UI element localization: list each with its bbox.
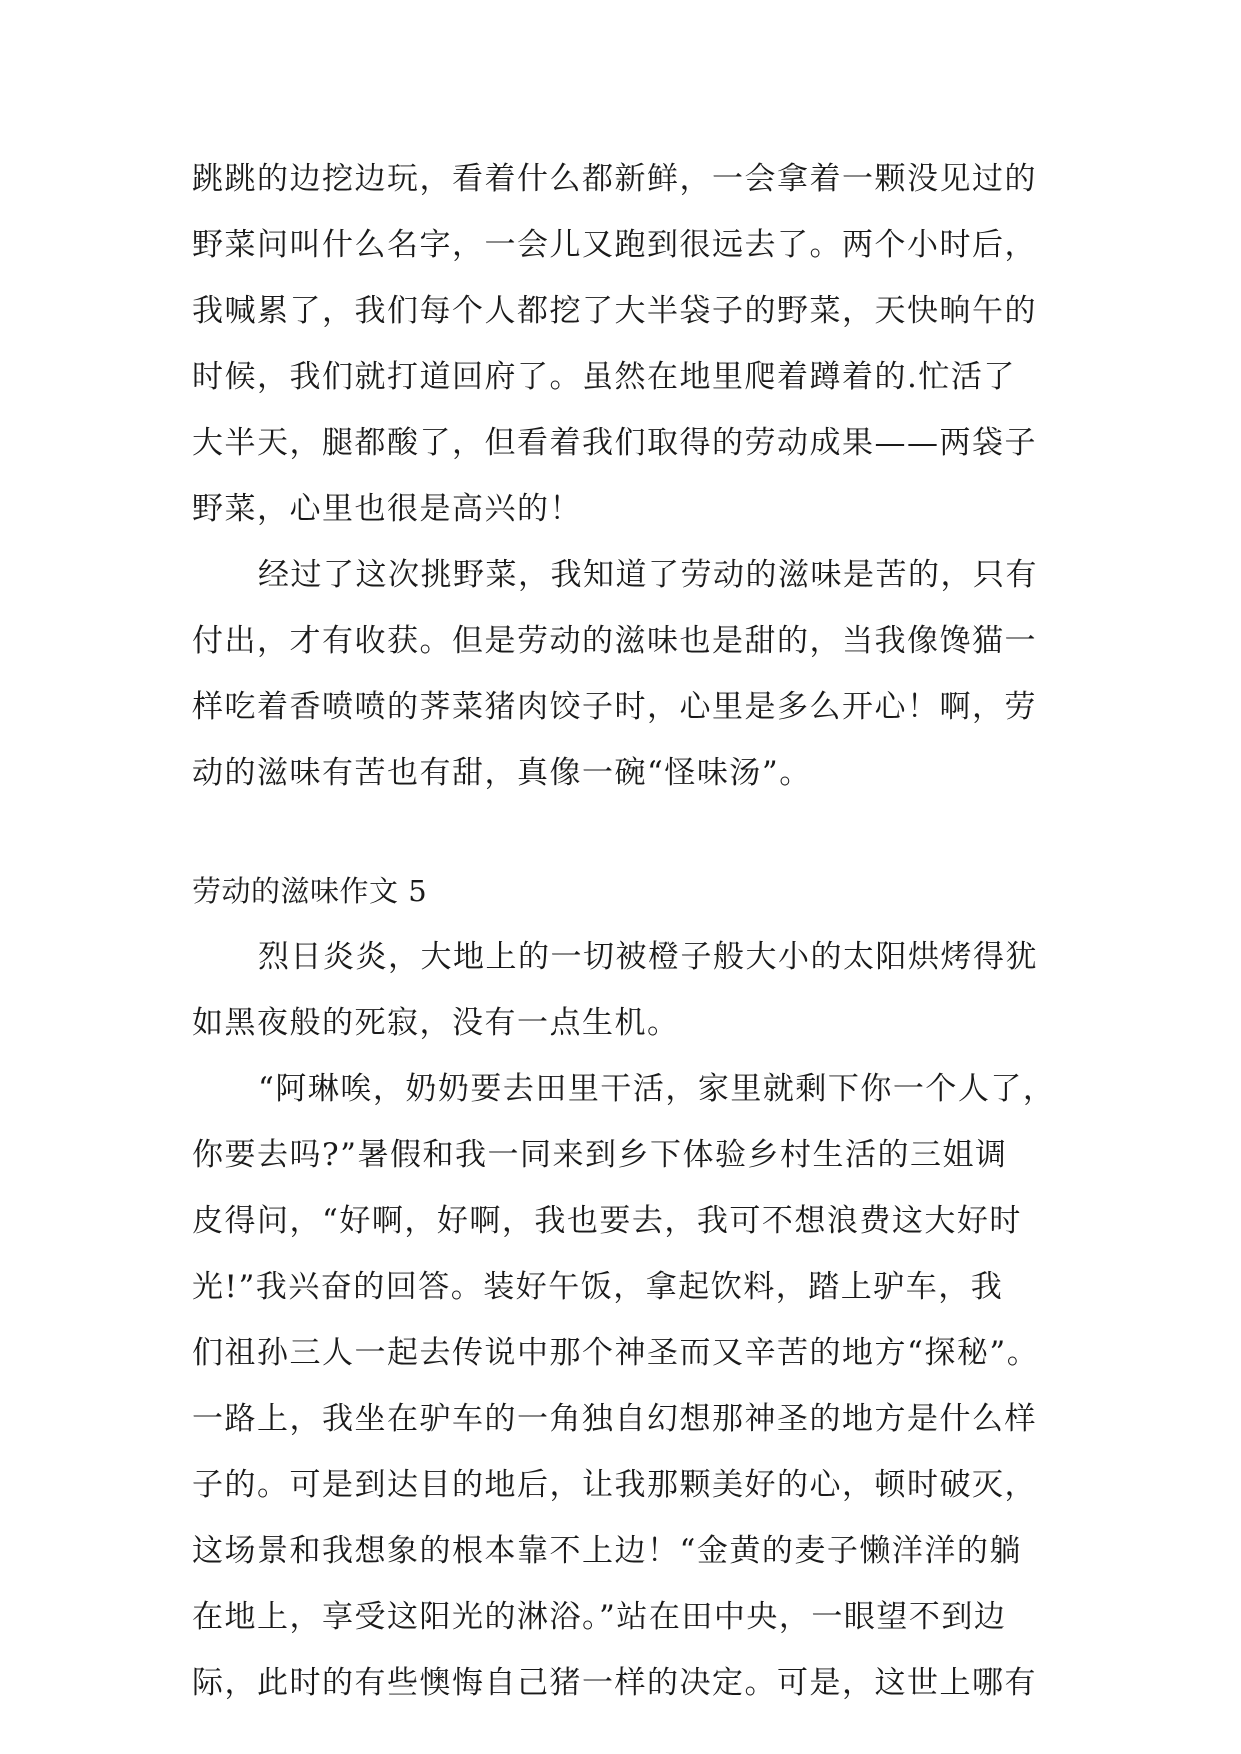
paragraph-line: 野菜，心里也很是高兴的！ [192, 491, 582, 527]
paragraph-line: 子的。可是到达目的地后，让我那颗美好的心，顿时破灭， [192, 1467, 1037, 1503]
paragraph-line: 付出，才有收获。但是劳动的滋味也是甜的，当我像馋猫一 [192, 623, 1037, 659]
paragraph-line: 如黑夜般的死寂，没有一点生机。 [192, 1005, 680, 1041]
paragraph-line: 烈日炎炎，大地上的一切被橙子般大小的太阳烘烤得犹 [258, 939, 1038, 975]
paragraph-line: 际，此时的有些懊悔自己猪一样的决定。可是，这世上哪有 [192, 1665, 1037, 1701]
paragraph-line: 大半天，腿都酸了，但看着我们取得的劳动成果——两袋子 [192, 425, 1037, 461]
paragraph-line: 这场景和我想象的根本靠不上边！“金黄的麦子懒洋洋的躺 [192, 1533, 1022, 1569]
paragraph-line: 跳跳的边挖边玩，看着什么都新鲜，一会拿着一颗没见过的 [192, 161, 1037, 197]
paragraph-line: 一路上，我坐在驴车的一角独自幻想那神圣的地方是什么样 [192, 1401, 1037, 1437]
paragraph-line: 我喊累了，我们每个人都挖了大半袋子的野菜，天快晌午的 [192, 293, 1037, 329]
paragraph-line: “阿琳唉，奶奶要去田里干活，家里就剩下你一个人了， [258, 1071, 1056, 1107]
paragraph-line: 光!”我兴奋的回答。装好午饭，拿起饮料，踏上驴车，我 [192, 1269, 1004, 1305]
paragraph-line: 在地上，享受这阳光的淋浴。”站在田中央，一眼望不到边 [192, 1599, 1007, 1635]
section-heading: 劳动的滋味作文 5 [192, 874, 428, 908]
paragraph-line: 时候，我们就打道回府了。虽然在地里爬着蹲着的.忙活了 [192, 359, 1016, 395]
paragraph-line: 皮得问，“好啊，好啊，我也要去，我可不想浪费这大好时 [192, 1203, 1022, 1239]
paragraph-line: 样吃着香喷喷的荠菜猪肉饺子时，心里是多么开心！啊，劳 [192, 689, 1037, 725]
paragraph-line: 们祖孙三人一起去传说中那个神圣而又辛苦的地方“探秘”。 [192, 1335, 1040, 1371]
paragraph-line: 野菜问叫什么名字，一会儿又跑到很远去了。两个小时后， [192, 227, 1037, 263]
paragraph-line: 你要去吗?”暑假和我一同来到乡下体验乡村生活的三姐调 [192, 1137, 1008, 1173]
paragraph-line: 经过了这次挑野菜，我知道了劳动的滋味是苦的，只有 [258, 557, 1038, 593]
paragraph-line: 动的滋味有苦也有甜，真像一碗“怪味汤”。 [192, 755, 812, 791]
